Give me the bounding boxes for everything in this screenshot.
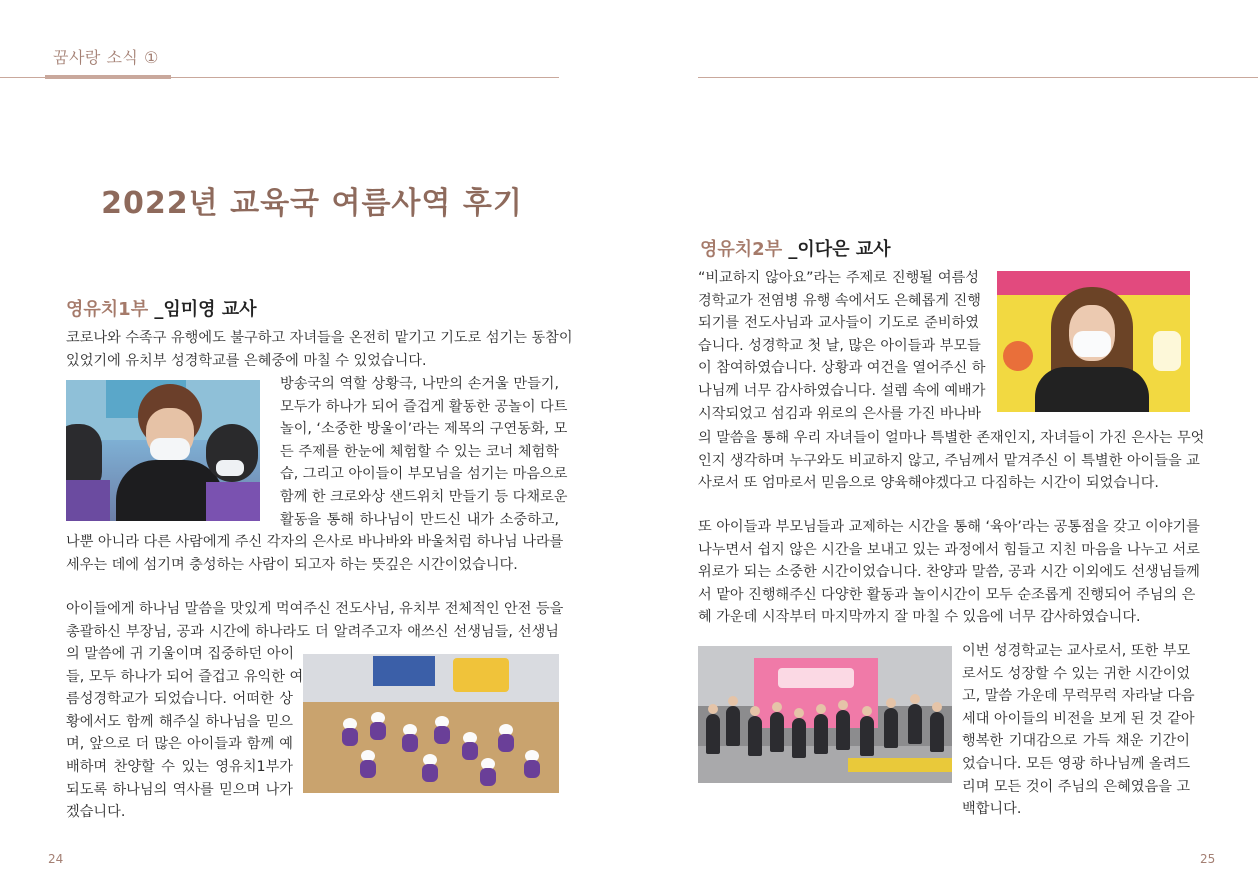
text-line: 되기를 전도사님과 교사들이 기도로 준비하였 bbox=[698, 315, 979, 332]
text-line: 모두가 하나가 되어 즐겁게 활동한 공놀이 다트 bbox=[280, 398, 568, 415]
text-line: 었습니다. 모든 영광 하나님께 올려드 bbox=[962, 755, 1191, 772]
left-paragraph-2 bbox=[66, 598, 564, 643]
teacher-with-children-photo bbox=[66, 380, 260, 521]
text-line: 되도록 하나님의 역사를 믿으며 나가 bbox=[66, 781, 293, 798]
text-line: 사로서 또 엄마로서 믿음으로 양육해야겠다고 다짐하는 시간이 되었습니다. bbox=[698, 475, 1159, 492]
text-line: 또 아이들과 부모님들과 교제하는 시간을 통해 ‘육아’라는 공통점을 갖고 이야기를 bbox=[698, 519, 1200, 535]
text-line: 며, 앞으로 더 많은 아이들과 함께 예 bbox=[66, 736, 293, 753]
text-line: 세대 아이들의 비전을 보게 된 것 같아 bbox=[962, 710, 1195, 727]
text-line: “비교하지 않아요”라는 주제로 진행될 여름성 bbox=[698, 270, 979, 286]
teacher-speaking-photo bbox=[997, 271, 1190, 412]
left-paragraph-2-wrap bbox=[66, 643, 304, 824]
text-line: 습, 그리고 아이들이 부모님을 섬기는 마음으로 bbox=[280, 466, 568, 483]
text-line: 놀이, ‘소중한 방울이’라는 제목의 구연동화, 모 bbox=[280, 421, 568, 438]
text-line: 있었기에 유치부 성경학교를 은혜중에 마칠 수 있었습니다. bbox=[66, 352, 427, 369]
text-line: 경학교가 전염병 유행 속에서도 은혜롭게 진행 bbox=[698, 292, 981, 309]
header-rule-right bbox=[698, 77, 1258, 78]
right-wrap-paragraph bbox=[698, 267, 986, 425]
left-wrap-paragraph bbox=[280, 373, 568, 531]
text-line: 습니다. 성경학교 첫 날, 많은 아이들과 부모들 bbox=[698, 337, 981, 354]
page-number-right: 25 bbox=[1200, 852, 1216, 866]
text-line: 배하며 찬양할 수 있는 영유치1부가 bbox=[66, 758, 293, 775]
text-line: 들, 모두 하나가 되어 즐겁고 유익한 여 bbox=[66, 668, 304, 685]
text-line: 고, 말씀 가운데 무럭무럭 자라날 다음 bbox=[962, 688, 1195, 705]
left-heading-author: _임미영 교사 bbox=[148, 299, 257, 320]
text-line: 혜 가운데 시작부터 마지막까지 잘 마칠 수 있음에 너무 감사하였습니다. bbox=[698, 609, 1141, 626]
left-full-paragraph bbox=[66, 531, 564, 576]
text-line: 나님께 너무 감사하였습니다. 설렘 속에 예배가 bbox=[698, 382, 986, 399]
text-line: 름성경학교가 되었습니다. 어떠한 상 bbox=[66, 691, 293, 708]
text-line: 방송국의 역할 상황극, 나만의 손거울 만들기, bbox=[280, 376, 559, 392]
right-paragraph-2 bbox=[698, 516, 1200, 629]
text-line: 시작되었고 섬김과 위로의 은사를 가진 바나바 bbox=[698, 405, 981, 422]
page-title: 2022년 교육국 여름사역 후기 bbox=[101, 186, 523, 221]
text-line: 활동을 통해 하나님이 만드신 내가 소중하고, bbox=[280, 511, 559, 528]
text-line: 세우는 데에 섬기며 충성하는 사람이 되고자 하는 뜻깊은 시간이었습니다. bbox=[66, 556, 518, 573]
left-heading bbox=[66, 295, 257, 321]
text-line: 황에서도 함께 해주실 하나님을 믿으 bbox=[66, 713, 293, 730]
text-line: 서 맡아 진행해주신 다양한 활동과 놀이시간이 모두 순조롭게 진행되어 주님의 은 bbox=[698, 586, 1196, 603]
text-line: 이 참여하였습니다. 상황과 여건을 열어주신 하 bbox=[698, 360, 986, 377]
text-line: 이번 성경학교는 교사로서, 또한 부모 bbox=[962, 643, 1191, 659]
text-line: 위로가 되는 소중한 시간이었습니다. 찬양과 말씀, 공과 시간 이외에도 선생님들께 bbox=[698, 564, 1200, 581]
group-photo bbox=[698, 646, 952, 783]
text-line: 의 말씀을 통해 우리 자녀들이 얼마나 특별한 존재인지, 자녀들이 가진 은사는 무엇 bbox=[698, 430, 1205, 446]
page-number-left: 24 bbox=[48, 852, 64, 866]
text-line: 든 주제를 한눈에 체험할 수 있는 코너 체험학 bbox=[280, 443, 559, 460]
text-line: 겠습니다. bbox=[66, 804, 126, 821]
section-label: 꿈사랑 소식 ① bbox=[45, 44, 171, 79]
text-line: 행복한 기대감으로 가득 채운 기간이 bbox=[962, 733, 1190, 750]
text-line: 코로나와 수족구 유행에도 불구하고 자녀들을 온전히 맡기고 기도로 섬기는 동참이 bbox=[66, 330, 573, 346]
text-line: 나뿐 아니라 다른 사람에게 주신 각자의 은사로 바나바와 바울처럼 하나님 나라를 bbox=[66, 534, 564, 550]
right-heading-grade: 영유치2부 bbox=[700, 239, 783, 260]
right-heading-author: _이다은 교사 bbox=[782, 239, 891, 260]
text-line: 나누면서 쉽지 않은 시간을 보내고 있는 과정에서 힘들고 지친 마음을 나누고 서로 bbox=[698, 541, 1200, 558]
text-line: 로서도 성장할 수 있는 귀한 시간이었 bbox=[962, 665, 1191, 682]
text-line: 아이들에게 하나님 말씀을 맛있게 먹여주신 전도사님, 유치부 전체적인 안전 등을 bbox=[66, 601, 564, 617]
text-line: 함께 한 크로와상 샌드위치 만들기 등 다채로운 bbox=[280, 488, 568, 505]
right-full-paragraph bbox=[698, 427, 1205, 495]
left-heading-grade: 영유치1부 bbox=[66, 299, 149, 320]
text-line: 리며 모든 것이 주님의 은혜였음을 고 bbox=[962, 778, 1191, 795]
text-line: 총괄하신 부장님, 공과 시간에 하나라도 더 알려주고자 애쓰신 선생님들, 선생님 bbox=[66, 623, 559, 640]
text-line: 인지 생각하며 누구와도 비교하지 않고, 주님께서 맡겨주신 이 특별한 아이들을 교 bbox=[698, 452, 1200, 469]
text-line: 의 말씀에 귀 기울이며 집중하던 아이 bbox=[66, 646, 295, 662]
right-heading bbox=[700, 235, 891, 261]
classroom-cooking-photo bbox=[303, 654, 559, 793]
text-line: 백합니다. bbox=[962, 801, 1022, 818]
right-paragraph-3 bbox=[962, 640, 1195, 821]
left-intro bbox=[66, 327, 573, 372]
